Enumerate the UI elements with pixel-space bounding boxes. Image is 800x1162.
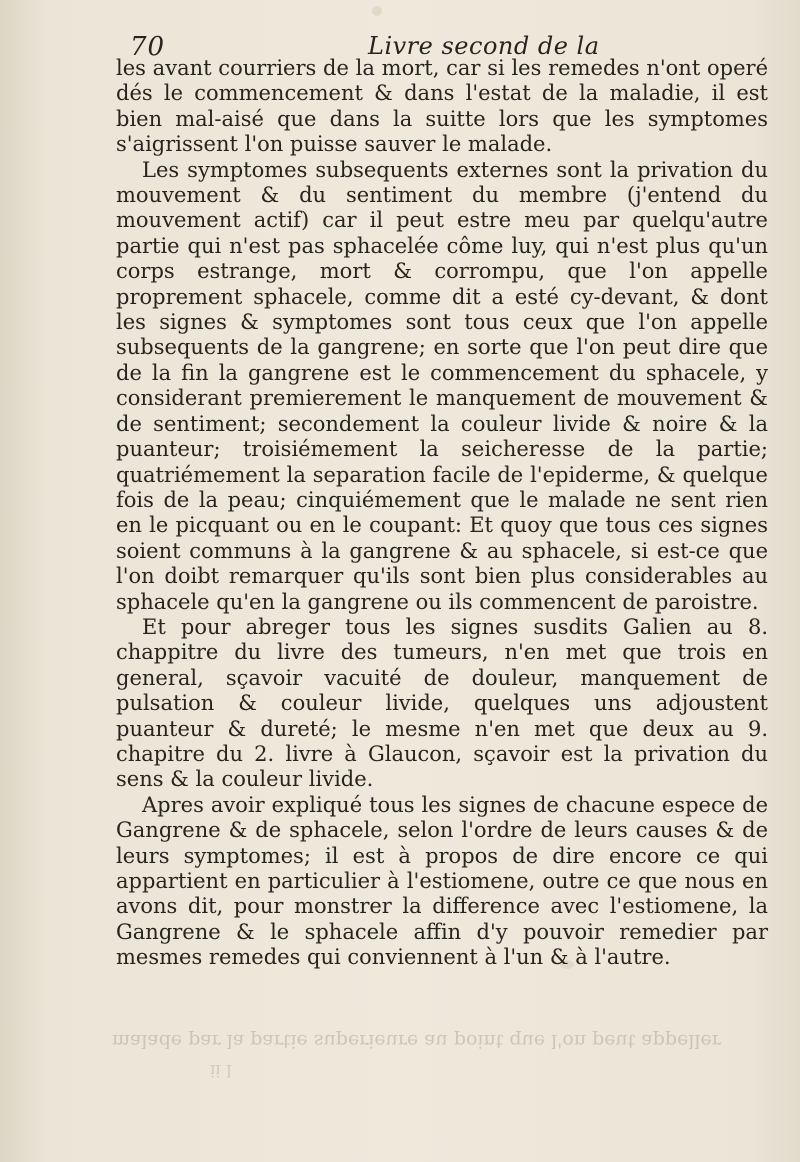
bleed-through-text: malade par la partie superieure au point que l'on peut appeller <box>112 1030 721 1052</box>
page-number: 70 <box>130 32 166 62</box>
body-text <box>116 56 768 971</box>
paper-stain <box>372 6 382 16</box>
bleed-through-text: ii l <box>210 1060 232 1080</box>
paragraph: Les symptomes subsequents externes sont la privation du mouvement & du sentiment du membre (j'entend du mouvement actif) car il peut estre meu par quelqu'autre partie qui n'est pas sphacelée côme luy, qui n'est plus qu'un corps estrange, mort & corrompu, que l'on appelle proprement sphacele, comme dit a esté cy-devant, & dont les signes & symptomes sont tous ceux que l'on appelle subsequents de la gangrene; en sorte que l'on peut dire que de la fin la gangrene est le commencement du sphacele, y considerant premierement le manquement de mouvement & de sentiment; secondement la couleur livide & noire & la puanteur; troisiémement la seicheresse de la partie; quatriémement la separation facile de l'epiderme, & quelque fois de la peau; cinquiémement que le malade ne sent rien en le picquant ou en le coupant: Et quoy que tous ces signes soient communs à la gangrene & au sphacele, si est-ce que l'on doibt remarquer qu'ils sont bien plus considerables au sphacele qu'en la gangrene ou ils commencent de paroistre. <box>116 157 768 614</box>
paragraph: Et pour abreger tous les signes susdits Galien au 8. chappitre du livre des tumeurs, n'en met que trois en general, sçavoir vacuité de douleur, manquement de pulsation & couleur livide, quelques uns adjoustent puanteur & dureté; le mesme n'en met que deux au 9. chapitre du 2. livre à Glaucon, sçavoir est la privation du sens & la couleur livide. <box>116 614 768 792</box>
paragraph: les avant courriers de la mort, car si les remedes n'ont operé dés le commencement & dans l'estat de la maladie, il est bien mal-aisé que dans la suitte lors que les symptomes s'aigrissent l'on puisse sauver le malade. <box>116 56 768 157</box>
running-title: Livre second de la <box>368 32 600 60</box>
paragraph: Apres avoir expliqué tous les signes de chacune espece de Gangrene & de sphacele, selon l'ordre de leurs causes & de leurs symptomes; il est à propos de dire encore ce qui appartient en particulier à l'estiomene, outre ce que nous en avons dit, pour monstrer la difference avec l'estiomene, la Gangrene & le sphacele affin d'y pouvoir remedier par mesmes remedes qui conviennent à l'un & à l'autre. <box>116 792 768 970</box>
